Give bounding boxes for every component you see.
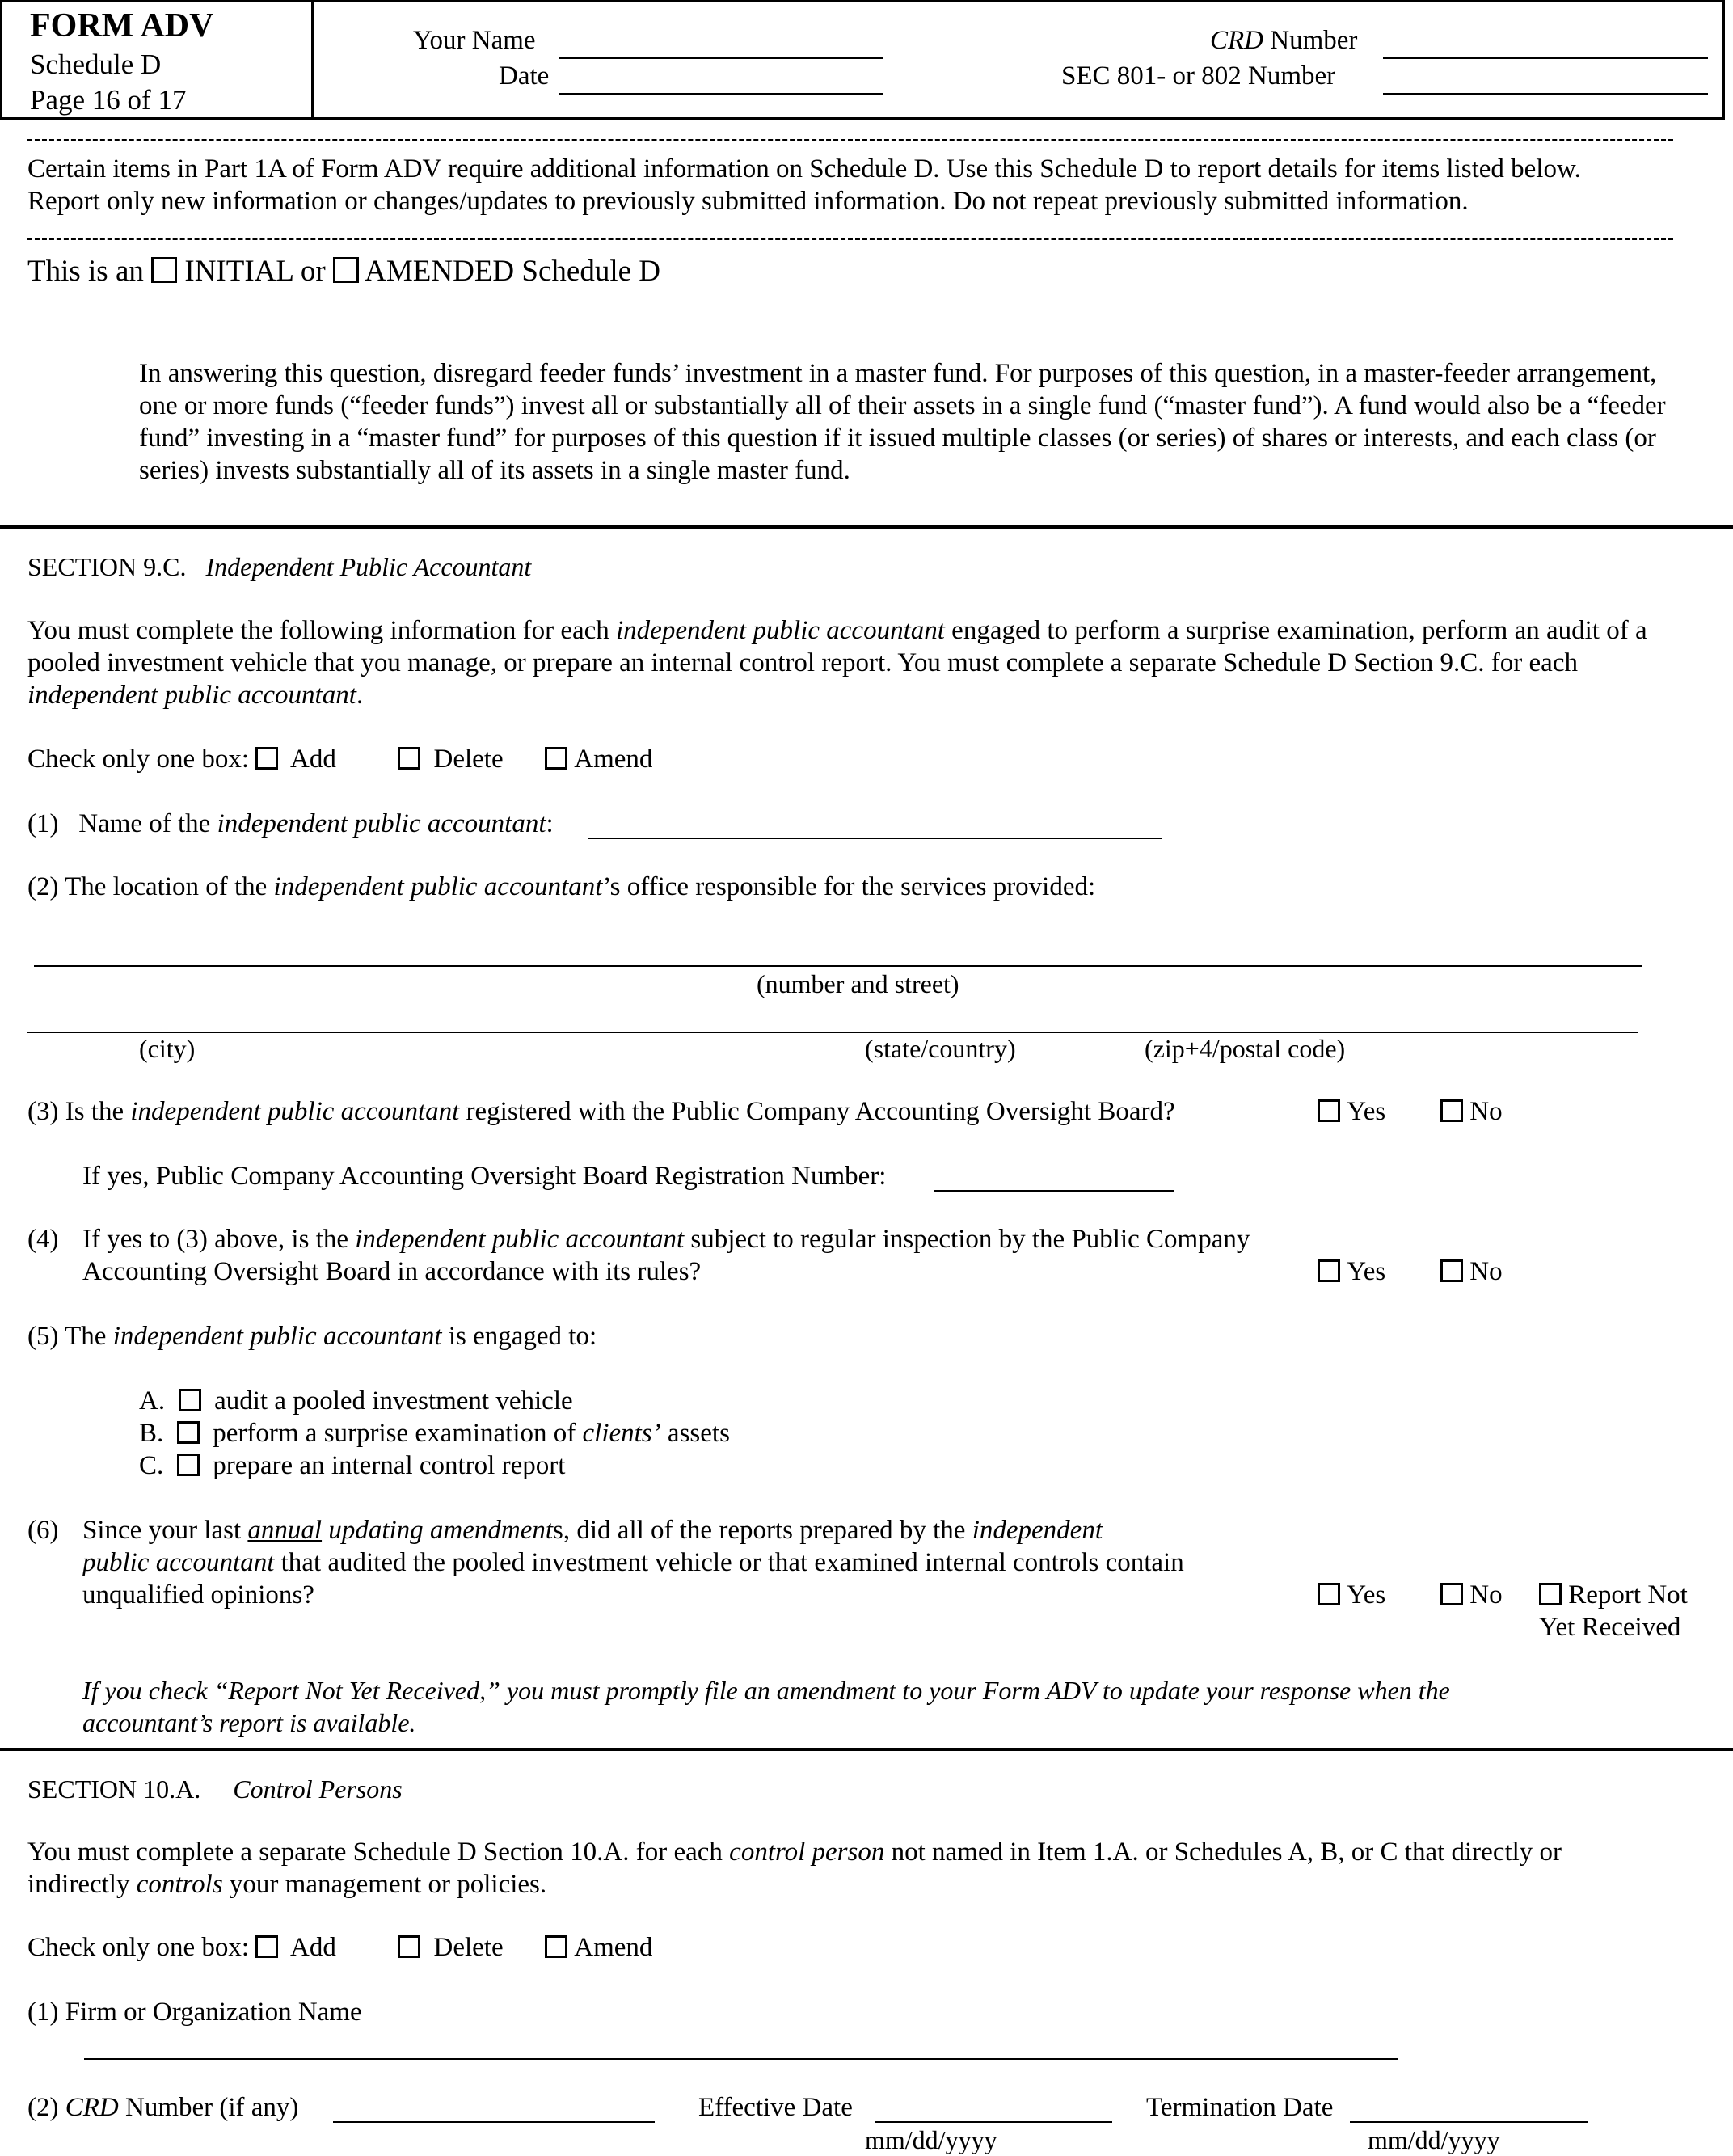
- 9c-q2: (2) The location of the independent public accountant’s office responsible for the services provided:: [27, 872, 1096, 901]
- 9c-q1: (1) Name of the independent public accountant:: [27, 809, 554, 838]
- city-state-zip-field[interactable]: [27, 1032, 1638, 1033]
- termination-date-field[interactable]: [1350, 2121, 1588, 2123]
- termination-date-label: Termination Date: [1146, 2093, 1334, 2122]
- q4-yes-option: Yes: [1318, 1256, 1385, 1289]
- section-divider: [0, 1748, 1733, 1751]
- q6-yes-checkbox[interactable]: [1318, 1583, 1340, 1605]
- q5-c-checkbox[interactable]: [177, 1454, 200, 1476]
- effective-date-label: Effective Date: [698, 2093, 853, 2122]
- intro-line-2: Report only new information or changes/updates to previously submitted information. Do not repeat previously submitted information.: [27, 187, 1469, 216]
- section-10a-instr-line2: indirectly controls your management or policies.: [27, 1870, 547, 1899]
- 10a-delete-option: Delete: [398, 1932, 504, 1964]
- termination-date-format: mm/dd/yyyy: [1368, 2125, 1500, 2154]
- q6-report-not-received-checkbox[interactable]: [1539, 1583, 1562, 1605]
- 9c-q3-sub: If yes, Public Company Accounting Oversight Board Registration Number:: [82, 1162, 887, 1191]
- section-9c-instructions: You must complete the following information for each independent public accountant engaged to perform a surprise examination, perform an audit of a pooled investment vehicle that you manage, or prepare an internal control report. You must complete a separate Schedule D Section 9.C. for each independent public accountant.: [27, 616, 1647, 710]
- initial-checkbox[interactable]: [151, 257, 177, 283]
- form-title: FORM ADV: [30, 7, 214, 44]
- q4-no-option: No: [1440, 1256, 1503, 1289]
- section-9c-check-row: Check only one box: Add: [27, 745, 336, 774]
- 9c-q4-line1: If yes to (3) above, is the independent public accountant subject to regular inspection by the Public Company: [82, 1225, 1250, 1254]
- schedule-type-row: This is an INITIAL or AMENDED Schedule D: [27, 255, 660, 288]
- crd-number-label: CRD Number: [1210, 26, 1358, 55]
- q6-no-option: No: [1440, 1580, 1503, 1612]
- section-10a-instr-line1: You must complete a separate Schedule D Section 10.A. for each control person not named in Item 1.A. or Schedules A, B, or C that directly or: [27, 1837, 1562, 1867]
- 10a-delete-checkbox[interactable]: [398, 1935, 420, 1958]
- amended-checkbox[interactable]: [333, 257, 359, 283]
- section-9c-heading: SECTION 9.C. Independent Public Accountant: [27, 552, 532, 581]
- q5-a-checkbox[interactable]: [179, 1389, 201, 1411]
- q6-note-line-1: If you check “Report Not Yet Received,” you must promptly file an amendment to your Form ADV to update your response when the: [82, 1676, 1450, 1705]
- 10a-amend-checkbox[interactable]: [545, 1935, 567, 1958]
- 9c-q6-num: (6): [27, 1516, 59, 1545]
- date-label: Date: [499, 61, 550, 91]
- accountant-name-field[interactable]: [588, 838, 1162, 839]
- q6-report-not-option: Report Not: [1539, 1580, 1688, 1612]
- 10a-q2: (2) CRD Number (if any): [27, 2093, 299, 2122]
- 9c-q6-line3: unqualified opinions?: [82, 1580, 314, 1610]
- q5-option-b: B. perform a surprise examination of clients’ assets: [139, 1419, 730, 1448]
- q3-no-checkbox[interactable]: [1440, 1099, 1463, 1122]
- effective-date-field[interactable]: [875, 2121, 1112, 2123]
- q4-no-checkbox[interactable]: [1440, 1259, 1463, 1282]
- 9c-q5: (5) The independent public accountant is engaged to:: [27, 1322, 597, 1351]
- 9c-q6-line2: public accountant that audited the pooled investment vehicle or that examined internal controls contain: [82, 1548, 1184, 1577]
- date-field[interactable]: [559, 93, 883, 95]
- 9c-amend-checkbox[interactable]: [545, 747, 567, 770]
- q6-yes-option: Yes: [1318, 1580, 1385, 1612]
- section-10a-heading: SECTION 10.A. Control Persons: [27, 1774, 403, 1804]
- q3-no-option: No: [1440, 1096, 1503, 1129]
- form-id-box: [2, 2, 314, 117]
- q5-option-a: A. audit a pooled investment vehicle: [139, 1386, 573, 1416]
- state-country-caption: (state/country): [865, 1034, 1016, 1063]
- 9c-q6-line1: Since your last annual updating amendments, did all of the reports prepared by the independent: [82, 1516, 1103, 1545]
- sec-number-field[interactable]: [1383, 93, 1708, 95]
- your-name-field[interactable]: [559, 57, 883, 59]
- number-street-caption: (number and street): [757, 969, 959, 998]
- 9c-delete-checkbox[interactable]: [398, 747, 420, 770]
- q3-yes-checkbox[interactable]: [1318, 1099, 1340, 1122]
- 9c-q4-num: (4): [27, 1225, 59, 1254]
- 9c-add-checkbox[interactable]: [255, 747, 278, 770]
- 9c-delete-option: Delete: [398, 744, 504, 776]
- q6-note-line-2: accountant’s report is available.: [82, 1708, 416, 1737]
- schedule-label: Schedule D: [30, 49, 162, 80]
- city-caption: (city): [139, 1034, 196, 1063]
- 10a-amend-option: Amend: [545, 1932, 652, 1964]
- page-number: Page 16 of 17: [30, 84, 187, 116]
- dashed-divider: [27, 139, 1673, 141]
- your-name-label: Your Name: [413, 26, 536, 55]
- sec-number-label: SEC 801- or 802 Number: [1061, 61, 1336, 91]
- section-10a-check-row: Check only one box: Add: [27, 1933, 336, 1962]
- 9c-q3: (3) Is the independent public accountant registered with the Public Company Accounting Oversight Board?: [27, 1097, 1175, 1126]
- effective-date-format: mm/dd/yyyy: [865, 2125, 997, 2154]
- form-header: [0, 0, 1725, 120]
- 10a-add-checkbox[interactable]: [255, 1935, 278, 1958]
- q4-yes-checkbox[interactable]: [1318, 1259, 1340, 1282]
- q5-b-checkbox[interactable]: [177, 1421, 200, 1444]
- crd-number-field[interactable]: [1383, 57, 1708, 59]
- dashed-divider: [27, 238, 1673, 240]
- intro-line-1: Certain items in Part 1A of Form ADV require additional information on Schedule D. Use this Schedule D to report details for items listed below.: [27, 154, 1581, 184]
- feeder-fund-note: In answering this question, disregard feeder funds’ investment in a master fund. For purposes of this question, in a master-feeder arrangement, one or more funds (“feeder funds”) invest all or substantially all of their assets in a single fund (“master fund”). A fund would also be a “feeder fund” investing in a “master fund” for purposes of this question if it issued multiple classes (or series) of shares or interests, and each class (or series) invests substantially all of its assets in a single master fund.: [139, 359, 1666, 485]
- street-address-field[interactable]: [34, 965, 1642, 967]
- 10a-q1: (1) Firm or Organization Name: [27, 1998, 362, 2027]
- q3-yes-option: Yes: [1318, 1096, 1385, 1129]
- section-divider: [0, 525, 1733, 529]
- 9c-amend-option: Amend: [545, 744, 652, 776]
- zip-caption: (zip+4/postal code): [1145, 1034, 1346, 1063]
- firm-name-field[interactable]: [84, 2058, 1398, 2060]
- q6-no-checkbox[interactable]: [1440, 1583, 1463, 1605]
- q5-option-c: C. prepare an internal control report: [139, 1451, 566, 1480]
- crd-number-field[interactable]: [333, 2121, 655, 2123]
- q6-report-not-label-2: Yet Received: [1539, 1613, 1681, 1642]
- pcaob-number-field[interactable]: [934, 1190, 1174, 1192]
- 9c-q4-line2: Accounting Oversight Board in accordance with its rules?: [82, 1257, 702, 1286]
